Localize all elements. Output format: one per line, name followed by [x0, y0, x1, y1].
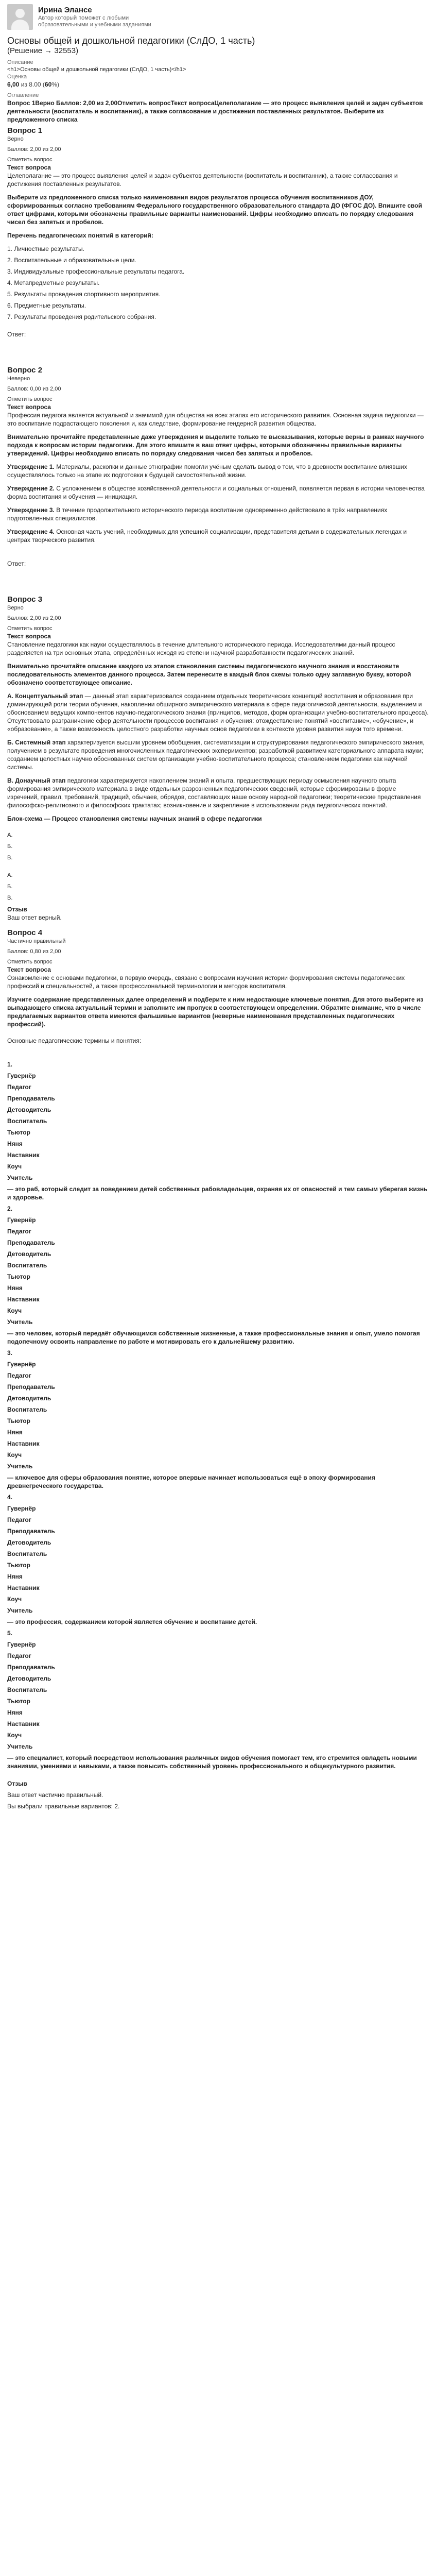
dropdown-option[interactable]: Учитель — [7, 1743, 33, 1750]
term-number: 5. — [7, 1630, 13, 1637]
term-definition: — это профессия, содержанием которой является обучение и воспитание детей. — [7, 1618, 257, 1625]
list-item: 6. Предметные результаты. — [7, 302, 86, 309]
answer-label: Ответ: — [7, 560, 26, 567]
answer-letter: Б. — [7, 843, 13, 850]
feedback-heading: Отзыв — [7, 1780, 27, 1787]
flag-question-link[interactable]: Отметить вопрос — [7, 625, 53, 632]
score-value: 6,00 из 8.00 (60%) — [7, 81, 59, 88]
dropdown-option[interactable]: Няня — [7, 1140, 23, 1147]
question-status: Верно — [7, 605, 24, 611]
dropdown-option[interactable]: Тьютор — [7, 1698, 30, 1705]
answer-letter: А. — [7, 832, 13, 838]
author-name[interactable]: Ирина Элансе — [38, 6, 92, 14]
list-item: 1. Личностные результаты. — [7, 245, 84, 252]
question-score: Баллов: 0,80 из 2,00 — [7, 948, 61, 955]
dropdown-option[interactable]: Педагог — [7, 1652, 31, 1659]
term-number: 1. — [7, 1061, 13, 1068]
question-3 — [7, 595, 429, 922]
term-definition: — это специалист, который посредством использования различных видов обучения помогает тем, кто стремится овладеть новыми знаниями, умениями и навыками, а также повысить собственный уровень профессионального и общекультурного развития. — [7, 1754, 417, 1770]
statement: Утверждение 2. С усложнением в обществе хозяйственной деятельности и социальных отношений, появляется первая в истории человечества форма воспитания и обучения — инициация. — [7, 485, 425, 500]
dropdown-option[interactable]: Детоводитель — [7, 1106, 51, 1113]
feedback-text: Ваш ответ частично правильный. — [7, 1791, 103, 1799]
dropdown-option[interactable]: Гувернёр — [7, 1072, 36, 1079]
dropdown-option[interactable]: Учитель — [7, 1463, 33, 1470]
question-instruction: Изучите содержание представленных далее определений и подберите к ним недостающие ключевые понятия. Для этого выберите из выпадающего списка актуальный термин и заполните им пропуск в соответствующем определении. Обратите внимание, что в числе предлагаемых вариантов ответа имеются фальшивые вариантов (неверные наименования представленных педагогических профессий). — [7, 996, 424, 1028]
avatar[interactable] — [7, 4, 33, 30]
question-intro: Целеполагание — это процесс выявления целей и задач субъектов деятельности (воспитатель и воспитанник), а также согласования и достижения поставленных результатов. — [7, 172, 398, 188]
dropdown-option[interactable]: Гувернёр — [7, 1505, 36, 1512]
dropdown-option[interactable]: Коуч — [7, 1163, 22, 1170]
flag-question-link[interactable]: Отметить вопрос — [7, 396, 53, 402]
dropdown-option[interactable]: Воспитатель — [7, 1262, 47, 1269]
work-order-number: (Решение → 32553) — [7, 46, 79, 55]
dropdown-option[interactable]: Детоводитель — [7, 1395, 51, 1402]
list-item: 2. Воспитательные и образовательные цели. — [7, 257, 136, 264]
term-item — [7, 1205, 429, 1346]
question-score: Баллов: 2,00 из 2,00 — [7, 146, 61, 152]
question-intro: Профессия педагога является актуальной и значимой для общества на всех этапах его исторического развития. Основная задача педагогики — это воспитание подрастающего поколения и, как следствие, формирование гендерной развития общества. — [7, 412, 424, 427]
term-definition: — ключевое для сферы образования понятие, которое впервые начинает использоваться ещё в эпоху формирования древнегреческого государства. — [7, 1474, 375, 1489]
term-number: 2. — [7, 1205, 13, 1212]
term-item — [7, 1493, 429, 1626]
term-definitions — [7, 1060, 429, 1770]
flag-question-link[interactable]: Отметить вопрос — [7, 959, 53, 965]
flag-question-link[interactable]: Отметить вопрос — [7, 157, 53, 163]
description-value: <h1>Основы общей и дошкольной педагогики (СлДО, 1 часть)</h1> — [7, 66, 186, 73]
question-text-heading: Текст вопроса — [7, 966, 51, 973]
dropdown-option[interactable]: Тьютор — [7, 1417, 30, 1425]
answer-letter: А. — [7, 872, 13, 878]
question-title: Вопрос 1 — [7, 126, 43, 135]
stage-description: Б. Системный этап характеризуется высшим уровнем обобщения, систематизации и структурирования педагогического эмпирического знания, получением в результате проведения многочисленных педагогических экспериментов; разработкой развитием категориального аппарата науки; созданием целостных научно обоснованных систем организации учебно-воспитательного процесса; становлением педагогики как научной системы. — [7, 739, 425, 771]
dropdown-option[interactable]: Преподаватель — [7, 1095, 55, 1102]
list-heading: Основные педагогические термины и понятия: — [7, 1037, 142, 1044]
question-status: Частично правильный — [7, 938, 66, 944]
list-heading: Перечень педагогических понятий в категорий: — [7, 232, 153, 239]
question-intro: Ознакомление с основами педагогики, в первую очередь, связано с вопросами изучения истории формирования системы педагогических профессий и специальностей, а также профессиональной терминологии и методов воспитателя. — [7, 974, 405, 990]
dropdown-option[interactable]: Преподаватель — [7, 1239, 55, 1246]
term-definition: — это раб, который следит за поведением детей собственных рабовладельцев, охраняя их от опасностей и тем самым уберегая жизнь и здоровье. — [7, 1185, 428, 1201]
question-1 — [7, 126, 429, 338]
dropdown-option[interactable]: Педагог — [7, 1083, 31, 1091]
dropdown-option[interactable]: Детоводитель — [7, 1250, 51, 1258]
dropdown-option[interactable]: Воспитатель — [7, 1686, 47, 1693]
question-2 — [7, 365, 429, 568]
dropdown-option[interactable]: Коуч — [7, 1732, 22, 1739]
dropdown-option[interactable]: Педагог — [7, 1372, 31, 1379]
question-instruction: Выберите из предложенного списка только наименования видов результатов процесса обучения воспитанников ДОУ, сформированных согласно требованиям Федерального государственного образовательного стандарта ДО (ФГОС ДО). Впишите свой ответ цифрами, которыми обозначены правильные варианты наименований. Цифры необходимо вписать по порядку следования чисел без запятых и пробелов. — [7, 194, 422, 226]
dropdown-option[interactable]: Коуч — [7, 1596, 22, 1603]
question-title: Вопрос 2 — [7, 366, 43, 375]
question-text-heading: Текст вопроса — [7, 164, 51, 171]
dropdown-option[interactable]: Коуч — [7, 1451, 22, 1459]
dropdown-option[interactable]: Тьютор — [7, 1129, 30, 1136]
dropdown-option[interactable]: Учитель — [7, 1318, 33, 1326]
dropdown-option[interactable]: Няня — [7, 1573, 23, 1580]
question-score: Баллов: 2,00 из 2,00 — [7, 615, 61, 621]
term-item — [7, 1060, 429, 1201]
dropdown-option[interactable]: Няня — [7, 1429, 23, 1436]
feedback-text: Вы выбрали правильные вариантов: 2. — [7, 1803, 120, 1810]
question-4 — [7, 928, 429, 1810]
dropdown-option[interactable]: Наставник — [7, 1296, 40, 1303]
dropdown-option[interactable]: Гувернёр — [7, 1361, 36, 1368]
statement: Утверждение 1. Материалы, раскопки и данные этнографии помогли учёным сделать вывод о том, что в древности воспитание влиявших осуществлялось только на этапе их подготовки к будущей самостоятельной жизни. — [7, 463, 408, 479]
answer-letter: Б. — [7, 884, 13, 890]
term-item — [7, 1349, 429, 1490]
statement: Утверждение 4. Основная часть учений, необходимых для успешной социализации, представителя детьми в содержательных легендах и центрах творческого развития. — [7, 528, 407, 544]
list-item: 3. Индивидуальные профессиональные результаты педагога. — [7, 268, 185, 275]
dropdown-option[interactable]: Гувернёр — [7, 1641, 36, 1648]
list-item: 4. Метапредметные результаты. — [7, 279, 100, 286]
toc-label: Оглавление — [7, 92, 39, 98]
dropdown-option[interactable]: Воспитатель — [7, 1117, 47, 1125]
answer-letter: В. — [7, 895, 13, 901]
dropdown-option[interactable]: Детоводитель — [7, 1539, 51, 1546]
statement: Утверждение 3. В течение продолжительного исторического периода воспитание одновременно действовало в трёх направлениях подготовленных специалистов. — [7, 506, 388, 522]
dropdown-option[interactable]: Тьютор — [7, 1273, 30, 1280]
author-description: Автор который поможет с любыми образовательными и учебными заданиями — [38, 15, 151, 28]
question-instruction: Внимательно прочитайте описание каждого из этапов становления системы педагогического научного знания и восстановите последовательность элементов данного процесса. Затем перенесите в каждый блок схемы только одну заглавную букву, которой обозначено соответствующее описание. — [7, 663, 411, 686]
dropdown-option[interactable]: Детоводитель — [7, 1675, 51, 1682]
feedback-text: Ваш ответ верный. — [7, 914, 62, 921]
dropdown-option[interactable]: Педагог — [7, 1516, 31, 1523]
question-intro: Становление педагогики как науки осуществлялось в течение длительного исторического периода. Исследователями данный процесс разделяется на три основных этапа, определённых исходя из степени научной разработанности педагогических знаний. — [7, 641, 395, 656]
dropdown-option[interactable]: Няня — [7, 1284, 23, 1292]
question-text-heading: Текст вопроса — [7, 403, 51, 411]
dropdown-option[interactable]: Наставник — [7, 1720, 40, 1727]
stage-description: В. Донаучный этап педагогики характеризуется накоплением знаний и опыта, предшествующих периоду осмысления научного опыта формирования эмпирического материала в виде отдельных разрозненных педагогических сведений, которые сформированы в форме изречений, правил, требований, традиций, обычаев, обрядов, составляющих наше основу народной педагогики; теоретические представления философско-религиозного и философских трактатах; возникновение и закрепление в использовании ряда педагогических понятий. — [7, 777, 421, 809]
question-status: Неверно — [7, 376, 30, 382]
toc-text: Вопрос 1Верно Баллов: 2,00 из 2,00Отметить вопросТекст вопросаЦелеполагание — это процесс выявления целей и задач субъектов деятельности (воспитатель и воспитанник), а также согласование и достижения поставленных результатов. Выберите из предложенного списка — [7, 99, 423, 123]
dropdown-option[interactable]: Наставник — [7, 1584, 40, 1591]
dropdown-option[interactable]: Воспитатель — [7, 1406, 47, 1413]
score-label: Оценка — [7, 74, 27, 80]
term-number: 4. — [7, 1494, 13, 1501]
question-text-heading: Текст вопроса — [7, 633, 51, 640]
description-label: Описание — [7, 59, 33, 65]
dropdown-option[interactable]: Наставник — [7, 1151, 40, 1159]
dropdown-option[interactable]: Преподаватель — [7, 1383, 55, 1391]
question-status: Верно — [7, 136, 24, 142]
question-title: Вопрос 3 — [7, 595, 43, 604]
dropdown-option[interactable]: Учитель — [7, 1174, 33, 1181]
dropdown-option[interactable]: Тьютор — [7, 1562, 30, 1569]
question-instruction: Внимательно прочитайте представленные даже утверждения и выделите только те высказывания, которые верны в рамках научного подхода к вопросам истории педагогики. Для этого впишите в ваш ответ цифры, которыми обозначены правильные варианты утверждений. Цифры необходимо вписать по порядку следования чисел без запятых и пробелов. — [7, 433, 424, 457]
author-block — [7, 4, 429, 30]
term-definition: — это человек, который передаёт обучающимся собственные жизненные, а также профессиональные знания и опыт, умело помогая подопечному освоить направление по работе и мотивировать его к дальнейшему развитию. — [7, 1330, 420, 1345]
dropdown-option[interactable]: Воспитатель — [7, 1550, 47, 1557]
dropdown-option[interactable]: Преподаватель — [7, 1528, 55, 1535]
list-item: 7. Результаты проведения родительского собрания. — [7, 313, 156, 320]
term-number: 3. — [7, 1349, 13, 1357]
question-title: Вопрос 4 — [7, 928, 43, 937]
dropdown-option[interactable]: Учитель — [7, 1607, 33, 1614]
feedback-heading: Отзыв — [7, 906, 27, 913]
dropdown-option[interactable]: Наставник — [7, 1440, 40, 1447]
schema-label: Блок-схема — Процесс становления системы научных знаний в сфере педагогики — [7, 815, 262, 822]
list-item: 5. Результаты проведения спортивного мероприятия. — [7, 291, 161, 298]
dropdown-option[interactable]: Няня — [7, 1709, 23, 1716]
question-score: Баллов: 0,00 из 2,00 — [7, 386, 61, 392]
answer-label: Ответ: — [7, 331, 26, 338]
dropdown-option[interactable]: Коуч — [7, 1307, 22, 1314]
work-title: Основы общей и дошкольной педагогики (СлДО, 1 часть) — [7, 36, 255, 46]
dropdown-option[interactable]: Гувернёр — [7, 1216, 36, 1224]
term-item — [7, 1629, 429, 1770]
answer-letter: В. — [7, 855, 13, 861]
dropdown-option[interactable]: Преподаватель — [7, 1664, 55, 1671]
dropdown-option[interactable]: Педагог — [7, 1228, 31, 1235]
stage-description: А. Концептуальный этап — данный этап характеризовался созданием отдельных теоретических концепций воспитания и образования при доминирующей роли теории обучения, накоплении обширного эмпирического материала в сфере педагогической деятельности, выделением и обоснованием ведущих компонентов научно-педагогического знания (принципов, методов, форм организации учебно-воспитательного процесса). Отсутствовало разграничение сфер деятельности процессов воспитания и обучения: отождествление понятий «воспитание», «обучение», и «образование», а также возможность целостного разработки научных основ педагогики в контексте уровня развития науки того времени. — [7, 692, 429, 733]
